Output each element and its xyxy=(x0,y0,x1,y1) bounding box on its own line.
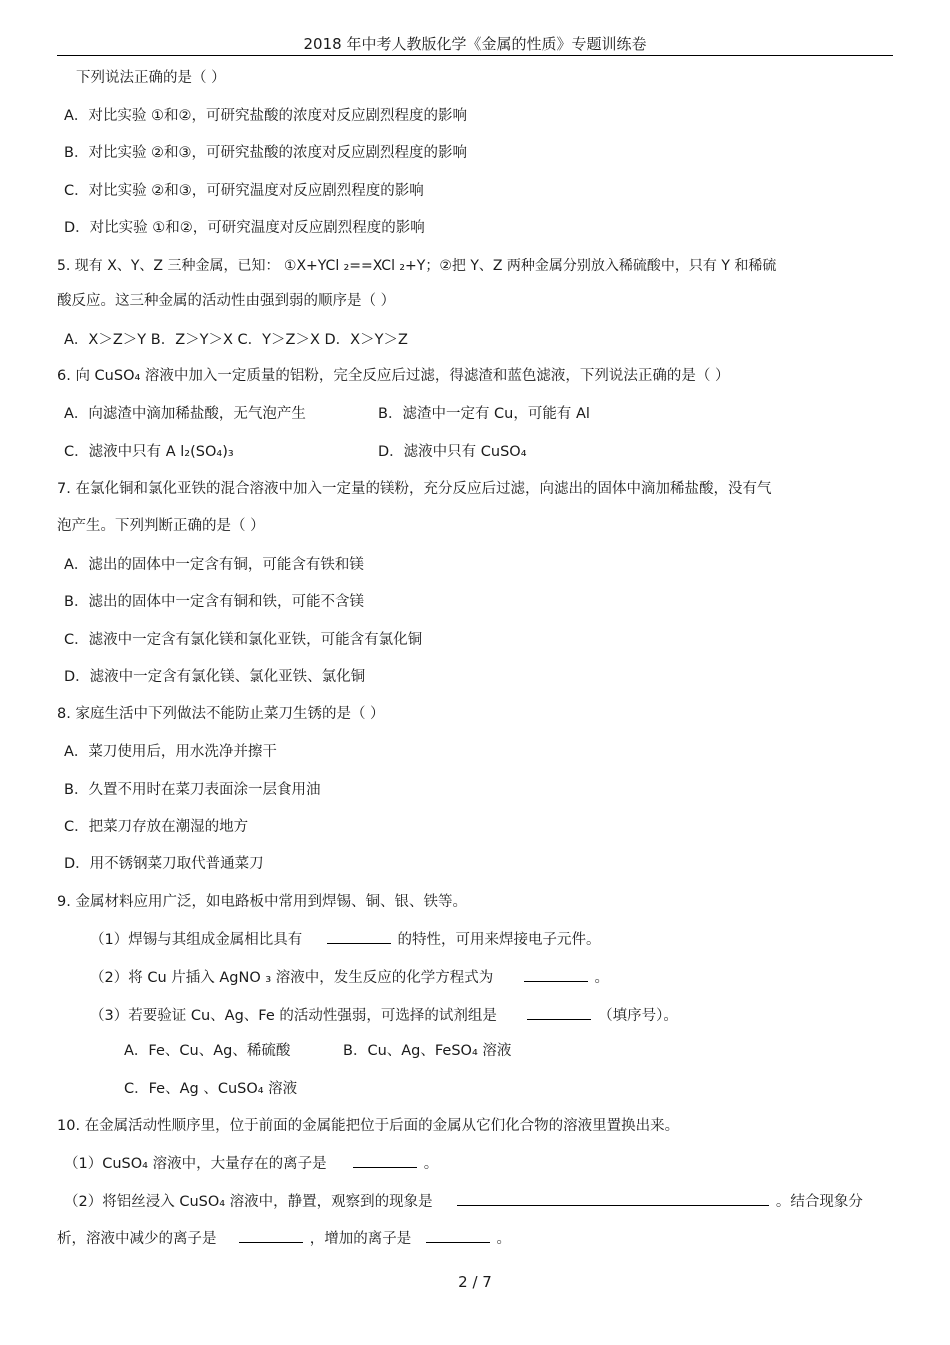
q6-option-c: C．滤液中只有 A l₂(SO₄)₃ xyxy=(64,444,234,460)
header-divider xyxy=(57,55,893,56)
q9-reagent-option-a: A．Fe、Cu、Ag、稀硫酸 xyxy=(124,1043,291,1059)
q9-part3-text-after: （填序号）。 xyxy=(598,1008,678,1024)
q9-part1-text-before: （1）焊锡与其组成金属相比具有 xyxy=(90,932,303,948)
q10-part2-text-before: （2）将铝丝浸入 CuSO₄ 溶液中，静置，观察到的现象是 xyxy=(64,1194,433,1210)
q7-option-a: A．滤出的固体中一定含有铜，可能含有铁和镁 xyxy=(64,557,364,573)
q7-option-c: C．滤液中一定含有氯化镁和氯化亚铁，可能含有氯化铜 xyxy=(64,632,423,648)
q9-part3 xyxy=(90,1005,678,1026)
q4-stem: 下列说法正确的是（ ） xyxy=(76,70,226,86)
q10-part2-line2-text-mid: ，增加的离子是 xyxy=(309,1231,412,1247)
q10-part2-line2-text-before: 析，溶液中减少的离子是 xyxy=(57,1231,217,1247)
q9-part3-answer-blank[interactable] xyxy=(527,1005,591,1020)
q8-option-a: A．菜刀使用后，用水洗净并擦干 xyxy=(64,744,277,760)
q9-part2-answer-blank[interactable] xyxy=(524,967,588,982)
q10-part1-text-before: （1）CuSO₄ 溶液中，大量存在的离子是 xyxy=(64,1156,327,1172)
q4-option-c: C．对比实验 ②和③，可研究温度对反应剧烈程度的影响 xyxy=(64,183,424,199)
q8-option-d: D．用不锈钢菜刀取代普通菜刀 xyxy=(64,856,264,872)
q10-part1-text-after: 。 xyxy=(423,1156,439,1172)
q4-option-d: D．对比实验 ①和②，可研究温度对反应剧烈程度的影响 xyxy=(64,220,425,236)
q9-reagent-option-c: C．Fe、Ag 、CuSO₄ 溶液 xyxy=(124,1081,298,1097)
q5-stem-line2: 酸反应。这三种金属的活动性由强到弱的顺序是（ ） xyxy=(57,293,396,309)
q10-part2-line2 xyxy=(57,1228,511,1249)
q6-option-b: B．滤渣中一定有 Cu，可能有 Al xyxy=(378,406,590,422)
page-number: 2 / 7 xyxy=(458,1273,492,1291)
q8-option-b: B．久置不用时在菜刀表面涂一层食用油 xyxy=(64,782,321,798)
q9-part1-text-after: 的特性，可用来焊接电子元件。 xyxy=(397,932,601,948)
page-header-title: 2018 年中考人教版化学《金属的性质》专题训练卷 xyxy=(303,35,647,53)
q10-part2-observation-blank[interactable] xyxy=(457,1191,769,1206)
q7-stem-line2: 泡产生。下列判断正确的是（ ） xyxy=(57,518,265,534)
q6-stem: 6. 向 CuSO₄ 溶液中加入一定质量的铝粉，完全反应后过滤，得滤渣和蓝色滤液，下列说法正确的是（ ） xyxy=(57,368,730,384)
q9-stem: 9. 金属材料应用广泛，如电路板中常用到焊锡、铜、银、铁等。 xyxy=(57,894,467,910)
q9-reagent-option-b: B．Cu、Ag、FeSO₄ 溶液 xyxy=(343,1043,512,1059)
q10-decreased-ion-blank[interactable] xyxy=(239,1228,303,1243)
q5-options: A．X＞Z＞Y B．Z＞Y＞X C．Y＞Z＞X D．X＞Y＞Z xyxy=(64,332,408,348)
q9-part3-text-before: （3）若要验证 Cu、Ag、Fe 的活动性强弱，可选择的试剂组是 xyxy=(90,1008,497,1024)
q5-stem-line1: 5. 现有 X、Y、Z 三种金属，已知： ①X+YCl ₂==XCl ₂+Y；②把 Y、Z 两种金属分别放入稀硫酸中，只有 Y 和稀硫 xyxy=(57,258,777,274)
q8-stem: 8. 家庭生活中下列做法不能防止菜刀生锈的是（ ） xyxy=(57,706,385,722)
q10-increased-ion-blank[interactable] xyxy=(426,1228,490,1243)
q9-part1-answer-blank[interactable] xyxy=(327,929,391,944)
q6-option-a: A．向滤渣中滴加稀盐酸，无气泡产生 xyxy=(64,406,306,422)
q4-option-a: A．对比实验 ①和②，可研究盐酸的浓度对反应剧烈程度的影响 xyxy=(64,108,468,124)
q10-part1-answer-blank[interactable] xyxy=(353,1153,417,1168)
q7-option-b: B．滤出的固体中一定含有铜和铁，可能不含镁 xyxy=(64,594,364,610)
q10-part2-text-after: 。结合现象分 xyxy=(775,1194,863,1210)
q9-part1 xyxy=(90,929,600,950)
q6-option-d: D．滤液中只有 CuSO₄ xyxy=(378,444,527,460)
q10-stem: 10. 在金属活动性顺序里，位于前面的金属能把位于后面的金属从它们化合物的溶液里置换出来。 xyxy=(57,1118,680,1134)
q9-part2-text-after: 。 xyxy=(594,970,609,986)
q7-stem-line1: 7. 在氯化铜和氯化亚铁的混合溶液中加入一定量的镁粉，充分反应后过滤，向滤出的固体中滴加稀盐酸，没有气 xyxy=(57,481,772,497)
q10-part1 xyxy=(64,1153,438,1174)
q9-part2-text-before: （2）将 Cu 片插入 AgNO ₃ 溶液中，发生反应的化学方程式为 xyxy=(90,970,494,986)
q9-part2 xyxy=(90,967,609,988)
q8-option-c: C．把菜刀存放在潮湿的地方 xyxy=(64,819,249,835)
q7-option-d: D．滤液中一定含有氯化镁、氯化亚铁、氯化铜 xyxy=(64,669,366,685)
q4-option-b: B．对比实验 ②和③，可研究盐酸的浓度对反应剧烈程度的影响 xyxy=(64,145,468,161)
q10-part2-line2-text-after: 。 xyxy=(496,1231,511,1247)
q10-part2 xyxy=(64,1191,863,1212)
